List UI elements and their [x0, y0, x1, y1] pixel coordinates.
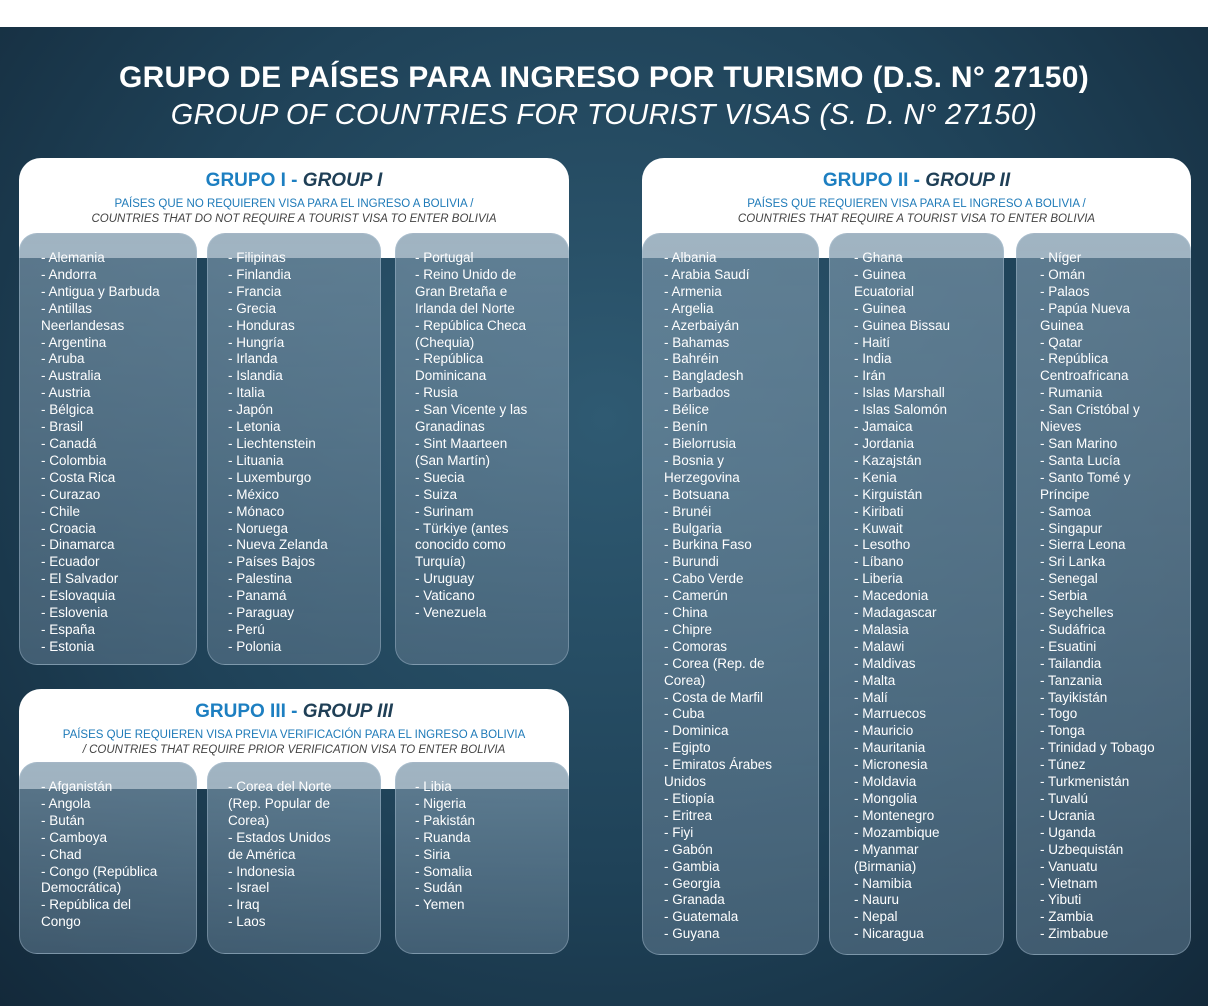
group-1-desc-es: PAÍSES QUE NO REQUIEREN VISA PARA EL INGRESO A BOLIVIA /: [114, 198, 474, 210]
country-list-item: - Curazao: [41, 486, 101, 502]
country-list-item: - Vanuatu: [1040, 858, 1098, 874]
country-list: [228, 779, 380, 931]
country-list-item: - Georgia: [664, 875, 721, 891]
country-list-item: - Chipre: [664, 621, 713, 637]
country-list-item: - Mongolia: [854, 791, 918, 806]
country-list-item: - Ucrania: [1040, 807, 1095, 823]
country-list-item: - Mónaco: [228, 503, 285, 519]
group-3-column-2: [207, 762, 381, 954]
country-list-item: - Antillas: [41, 300, 93, 316]
country-list-item: - Israel: [228, 880, 270, 896]
country-list-item: - Eritrea: [664, 807, 713, 823]
group-2-desc-en: COUNTRIES THAT REQUIRE A TOURIST VISA TO ENTER BOLIVIA: [737, 213, 1096, 225]
country-list-item: Turquía): [415, 554, 466, 570]
country-list-item: - Arabia Saudí: [664, 266, 750, 282]
country-list-item: - Tuvalú: [1040, 791, 1089, 806]
country-list-item: - Vietnam: [1040, 875, 1098, 891]
country-list-item: - Liechtenstein: [228, 435, 316, 451]
country-list-item: - Moldavia: [854, 774, 917, 790]
country-list-item: - Estados Unidos: [228, 829, 331, 845]
country-list-item: - Zambia: [1040, 909, 1094, 925]
country-list-item: - Guyana: [664, 926, 720, 942]
country-list-item: - Malasia: [854, 621, 909, 637]
country-list-item: - Palaos: [1040, 283, 1090, 299]
group-3-column-3: [395, 762, 569, 954]
country-list: [41, 250, 196, 656]
country-list-item: - Irlanda: [228, 351, 278, 367]
country-list-item: Congo: [41, 914, 81, 930]
country-list-item: - Zimbabue: [1040, 926, 1109, 942]
country-list-item: - Ruanda: [415, 829, 471, 845]
country-list-item: - Polonia: [228, 638, 282, 654]
country-list-item: - Tonga: [1040, 723, 1085, 739]
country-list-item: - Venezuela: [415, 605, 487, 621]
country-list-item: - Chile: [41, 503, 81, 519]
country-list-item: - Suecia: [415, 469, 465, 485]
country-list-item: - Filipinas: [228, 250, 286, 265]
country-list-item: - Noruega: [228, 520, 289, 536]
group-2-column-2: [829, 233, 1004, 955]
group-1-column-3: [395, 233, 569, 665]
country-list-item: - República: [1040, 351, 1109, 367]
country-list-item: - Trinidad y Tobago: [1040, 740, 1155, 756]
country-list-item: - Camerún: [664, 588, 728, 604]
country-list-item: Corea): [228, 812, 270, 828]
country-list-item: - Líbano: [854, 554, 904, 570]
country-list-item: - Guinea Bissau: [854, 317, 951, 333]
country-list-item: - Finlandia: [228, 266, 292, 282]
country-list-item: - Qatar: [1040, 334, 1083, 350]
country-list-item: - Iraq: [228, 897, 260, 913]
country-list-item: - Mauritania: [854, 740, 926, 756]
country-list-item: conocido como: [415, 537, 506, 553]
country-list-item: - Irán: [854, 368, 886, 384]
country-list-item: Corea): [664, 672, 706, 688]
country-list-item: - Angola: [41, 795, 91, 811]
country-list-item: - Tanzania: [1040, 672, 1103, 688]
country-list-item: - Letonia: [228, 419, 281, 435]
country-list-item: - San Marino: [1040, 435, 1118, 451]
country-list-item: - Mozambique: [854, 824, 940, 840]
country-list-item: - Maldivas: [854, 655, 916, 671]
country-list: [664, 250, 818, 943]
country-list-item: - Omán: [1040, 266, 1086, 282]
country-list-item: - Perú: [228, 621, 265, 637]
country-list-item: - Malawi: [854, 638, 905, 654]
country-list-item: de América: [228, 846, 296, 862]
country-list-item: - República Checa: [415, 317, 527, 333]
country-list-item: Dominicana: [415, 368, 487, 384]
country-list-item: Príncipe: [1040, 486, 1090, 502]
country-list-item: - Italia: [228, 385, 265, 401]
country-list-item: - Austria: [41, 385, 91, 401]
country-list-item: - Colombia: [41, 452, 107, 468]
group-2-column-1: [642, 233, 819, 955]
country-list-item: - Guinea: [854, 300, 906, 316]
country-list-item: - Paraguay: [228, 605, 295, 621]
group-1-panel: [19, 158, 569, 668]
group-2-title-en: GROUP II: [925, 170, 1011, 191]
country-list-item: - Suiza: [415, 486, 458, 502]
country-list-item: - Gambia: [664, 858, 720, 874]
country-list: [415, 779, 568, 914]
country-list-item: - Argelia: [664, 300, 714, 316]
country-list-item: - Togo: [1040, 706, 1078, 722]
country-list-item: - Laos: [228, 914, 266, 930]
country-list-item: (Birmania): [854, 858, 917, 874]
country-list-item: - Jamaica: [854, 419, 913, 435]
country-list-item: Unidos: [664, 774, 707, 790]
country-list-item: - Bulgaria: [664, 520, 722, 536]
group-2-desc-es: PAÍSES QUE REQUIEREN VISA PARA EL INGRESO A BOLIVIA /: [747, 198, 1086, 210]
country-list-item: - Afganistán: [41, 779, 113, 794]
country-list-item: - Tailandia: [1040, 655, 1102, 671]
country-list-item: - Kenia: [854, 469, 897, 485]
country-list-item: - Nauru: [854, 892, 900, 908]
group-3-column-1: [19, 762, 197, 954]
country-list-item: - Senegal: [1040, 571, 1098, 587]
country-list-item: - Honduras: [228, 317, 295, 333]
country-list: [41, 779, 196, 931]
country-list-item: - Marruecos: [854, 706, 927, 722]
country-list-item: - Haití: [854, 334, 891, 350]
country-list-item: - Vaticano: [415, 588, 475, 604]
country-list-item: - Granada: [664, 892, 725, 908]
country-list-item: - Seychelles: [1040, 605, 1114, 621]
country-list-item: - Nepal: [854, 909, 898, 925]
country-list-item: - Camboya: [41, 829, 108, 845]
country-list-item: - Armenia: [664, 283, 722, 299]
country-list-item: - Burundi: [664, 554, 719, 570]
country-list-item: - Ecuador: [41, 554, 100, 570]
country-list-item: - Corea (Rep. de: [664, 655, 765, 671]
country-list-item: - Malta: [854, 672, 896, 688]
country-list-item: Gran Bretaña e: [415, 283, 508, 299]
group-2-title-es: GRUPO II: [822, 170, 909, 191]
country-list-item: (Rep. Popular de: [228, 795, 331, 811]
country-list-item: - Mauricio: [854, 723, 914, 739]
country-list-item: - Pakistán: [415, 812, 476, 828]
country-list-item: - Serbia: [1040, 588, 1088, 604]
country-list-item: - República del: [41, 897, 132, 913]
country-list-item: Guinea: [1040, 317, 1084, 333]
country-list-item: - Cuba: [664, 706, 705, 722]
country-list-item: - Japón: [228, 402, 274, 418]
country-list-item: - Nigeria: [415, 795, 467, 811]
country-list-item: - Alemania: [41, 250, 105, 265]
group-2-title-sep: -: [908, 170, 926, 191]
country-list-item: - India: [854, 351, 892, 367]
country-list-item: - Estonia: [41, 638, 95, 654]
country-list-item: - Liberia: [854, 571, 903, 587]
group-1-desc-en: COUNTRIES THAT DO NOT REQUIRE A TOURIST VISA TO ENTER BOLIVIA: [91, 213, 497, 225]
country-list-item: - Egipto: [664, 740, 711, 756]
country-list-item: - Cabo Verde: [664, 571, 744, 587]
country-list-item: - Kazajstán: [854, 452, 922, 468]
country-list-item: - Islas Salomón: [854, 402, 948, 418]
country-list-item: - Eslovenia: [41, 605, 108, 621]
country-list-item: - Aruba: [41, 351, 85, 367]
country-list-item: - Surinam: [415, 503, 474, 519]
country-list-item: - Luxemburgo: [228, 469, 312, 485]
country-list-item: - Bielorrusia: [664, 435, 737, 451]
group-3-desc-es: PAÍSES QUE REQUIEREN VISA PREVIA VERIFICACIÓN PARA EL INGRESO A BOLIVIA: [62, 729, 526, 741]
country-list-item: - Argentina: [41, 334, 107, 350]
country-list-item: - Uzbequistán: [1040, 841, 1124, 857]
country-list-item: - Albania: [664, 250, 717, 265]
country-list: [415, 250, 568, 622]
poster-title: GRUPO DE PAÍSES PARA INGRESO POR TURISMO (D.S. N° 27150): [118, 61, 1090, 94]
country-list-item: - Jordania: [854, 435, 915, 451]
group-1-column-2: [207, 233, 381, 665]
country-list-item: Herzegovina: [664, 469, 740, 485]
country-list-item: - Bangladesh: [664, 368, 744, 384]
country-list-item: - Croacia: [41, 520, 96, 536]
poster-subtitle: GROUP OF COUNTRIES FOR TOURIST VISAS (S. D. N° 27150): [170, 99, 1038, 131]
country-list-item: - Hungría: [228, 334, 285, 350]
country-list-item: - Gabón: [664, 841, 713, 857]
country-list-item: - Costa de Marfil: [664, 689, 764, 705]
country-list-item: - Túnez: [1040, 757, 1086, 773]
country-list-item: - México: [228, 486, 280, 502]
group-3-desc-en: / COUNTRIES THAT REQUIRE PRIOR VERIFICATION VISA TO ENTER BOLIVIA: [82, 744, 506, 756]
country-list-item: Granadinas: [415, 419, 485, 435]
country-list-item: - Uganda: [1040, 824, 1096, 840]
country-list-item: Nieves: [1040, 419, 1082, 435]
country-list-item: - Madagascar: [854, 605, 937, 621]
country-list-item: - Sudán: [415, 880, 463, 896]
country-list-item: - Nicaragua: [854, 926, 924, 942]
country-list: [1040, 250, 1190, 943]
country-list-item: - Etiopía: [664, 791, 715, 806]
country-list-item: - Eslovaquia: [41, 588, 116, 604]
country-list-item: - China: [664, 605, 708, 621]
country-list-item: - Kirguistán: [854, 486, 923, 502]
country-list-item: - Yemen: [415, 897, 465, 913]
group-3-title-sep: -: [285, 701, 303, 722]
group-3-panel: [19, 689, 569, 955]
country-list-item: - Benín: [664, 419, 708, 435]
country-list-item: - Lesotho: [854, 537, 911, 553]
country-list-item: - España: [41, 621, 96, 637]
country-list-item: - San Vicente y las: [415, 402, 528, 418]
country-list-item: - Chad: [41, 846, 82, 862]
country-list-item: - Rumania: [1040, 385, 1103, 401]
country-list-item: - Dinamarca: [41, 537, 115, 553]
country-list-item: - Indonesia: [228, 863, 295, 879]
country-list-item: - Dominica: [664, 723, 729, 739]
country-list-item: - Sierra Leona: [1040, 537, 1126, 553]
country-list-item: - Botsuana: [664, 486, 730, 502]
country-list-item: - Türkiye (antes: [415, 520, 509, 536]
country-list-item: - Costa Rica: [41, 469, 116, 485]
country-list-item: - Bahamas: [664, 334, 730, 350]
country-list-item: - Níger: [1040, 250, 1082, 265]
poster-background: [0, 27, 1208, 1006]
country-list-item: - Malí: [854, 689, 888, 705]
country-list-item: - Libia: [415, 779, 452, 794]
country-list-item: - Barbados: [664, 385, 731, 401]
group-3-title-es: GRUPO III: [195, 701, 286, 722]
country-list-item: - Esuatini: [1040, 638, 1097, 654]
country-list-item: - Ghana: [854, 250, 903, 265]
country-list-item: - Guatemala: [664, 909, 739, 925]
country-list-item: - Rusia: [415, 385, 458, 401]
group-3-title-en: GROUP III: [302, 701, 393, 722]
country-list-item: - Islas Marshall: [854, 385, 945, 401]
country-list-item: - Grecia: [228, 300, 277, 316]
country-list-item: - Siria: [415, 846, 451, 862]
country-list-item: - Turkmenistán: [1040, 774, 1130, 790]
country-list-item: - Canadá: [41, 435, 97, 451]
country-list-item: - Países Bajos: [228, 554, 316, 570]
country-list-item: - Bélice: [664, 402, 710, 418]
country-list-item: - Tayikistán: [1040, 689, 1108, 705]
country-list-item: - Andorra: [41, 266, 97, 282]
country-list-item: - Reino Unido de: [415, 266, 517, 282]
group-1-title: [19, 158, 569, 192]
country-list-item: - Guinea: [854, 266, 906, 282]
country-list-item: - Bahréin: [664, 351, 719, 367]
group-2-panel: [642, 158, 1191, 956]
country-list-item: (Chequia): [415, 334, 475, 350]
country-list-item: - Kiribati: [854, 503, 904, 519]
country-list-item: - Corea del Norte: [228, 779, 332, 794]
country-list-item: - Macedonia: [854, 588, 929, 604]
country-list-item: - Panamá: [228, 588, 287, 604]
country-list-item: - República: [415, 351, 484, 367]
country-list-item: - Santa Lucía: [1040, 452, 1121, 468]
country-list-item: - Fiyi: [664, 824, 694, 840]
country-list-item: - Papúa Nueva: [1040, 300, 1131, 316]
country-list-item: - Brunéi: [664, 503, 712, 519]
group-1-title-en: GROUP I: [302, 170, 383, 191]
country-list-item: (San Martín): [415, 452, 491, 468]
group-1-title-es: GRUPO I: [205, 170, 286, 191]
group-2-title: [642, 158, 1191, 192]
country-list-item: - Samoa: [1040, 503, 1092, 519]
country-list-item: - Burkina Faso: [664, 537, 752, 553]
country-list-item: - Kuwait: [854, 520, 903, 536]
group-1-title-sep: -: [285, 170, 303, 191]
group-2-column-3: [1016, 233, 1191, 955]
country-list-item: Irlanda del Norte: [415, 300, 515, 316]
country-list-item: - Australia: [41, 368, 102, 384]
country-list-item: - Montenegro: [854, 807, 935, 823]
country-list-item: - Namibia: [854, 875, 912, 891]
country-list-item: - Bélgica: [41, 402, 94, 418]
country-list-item: Centroafricana: [1040, 368, 1129, 384]
country-list-item: - Palestina: [228, 571, 292, 587]
country-list-item: - Sint Maarteen: [415, 435, 508, 451]
country-list-item: Democrática): [41, 880, 122, 896]
country-list-item: - Myanmar: [854, 841, 919, 857]
country-list-item: - Santo Tomé y: [1040, 469, 1131, 485]
country-list: [228, 250, 380, 656]
group-3-title: [19, 689, 569, 723]
country-list-item: - Comoras: [664, 638, 728, 654]
country-list-item: - Yibuti: [1040, 892, 1082, 908]
country-list-item: - Uruguay: [415, 571, 475, 587]
country-list-item: - Emiratos Árabes: [664, 757, 773, 773]
country-list-item: - Azerbaiyán: [664, 317, 740, 333]
country-list-item: - Lituania: [228, 452, 284, 468]
country-list-item: - Bután: [41, 812, 85, 828]
country-list-item: - Sri Lanka: [1040, 554, 1106, 570]
country-list-item: - Sudáfrica: [1040, 621, 1106, 637]
country-list-item: - Antigua y Barbuda: [41, 283, 160, 299]
country-list-item: - Portugal: [415, 250, 474, 265]
country-list-item: - Nueva Zelanda: [228, 537, 328, 553]
country-list-item: Ecuatorial: [854, 283, 915, 299]
country-list-item: - Islandia: [228, 368, 283, 384]
country-list-item: - Somalia: [415, 863, 473, 879]
country-list-item: Neerlandesas: [41, 317, 125, 333]
country-list: [854, 250, 1003, 943]
group-1-column-1: [19, 233, 197, 665]
country-list-item: - El Salvador: [41, 571, 119, 587]
country-list-item: - Bosnia y: [664, 452, 725, 468]
country-list-item: - Brasil: [41, 419, 84, 435]
country-list-item: - San Cristóbal y: [1040, 402, 1140, 418]
country-list-item: - Congo (República: [41, 863, 158, 879]
country-list-item: - Francia: [228, 283, 282, 299]
country-list-item: - Micronesia: [854, 757, 928, 773]
country-list-item: - Singapur: [1040, 520, 1103, 536]
